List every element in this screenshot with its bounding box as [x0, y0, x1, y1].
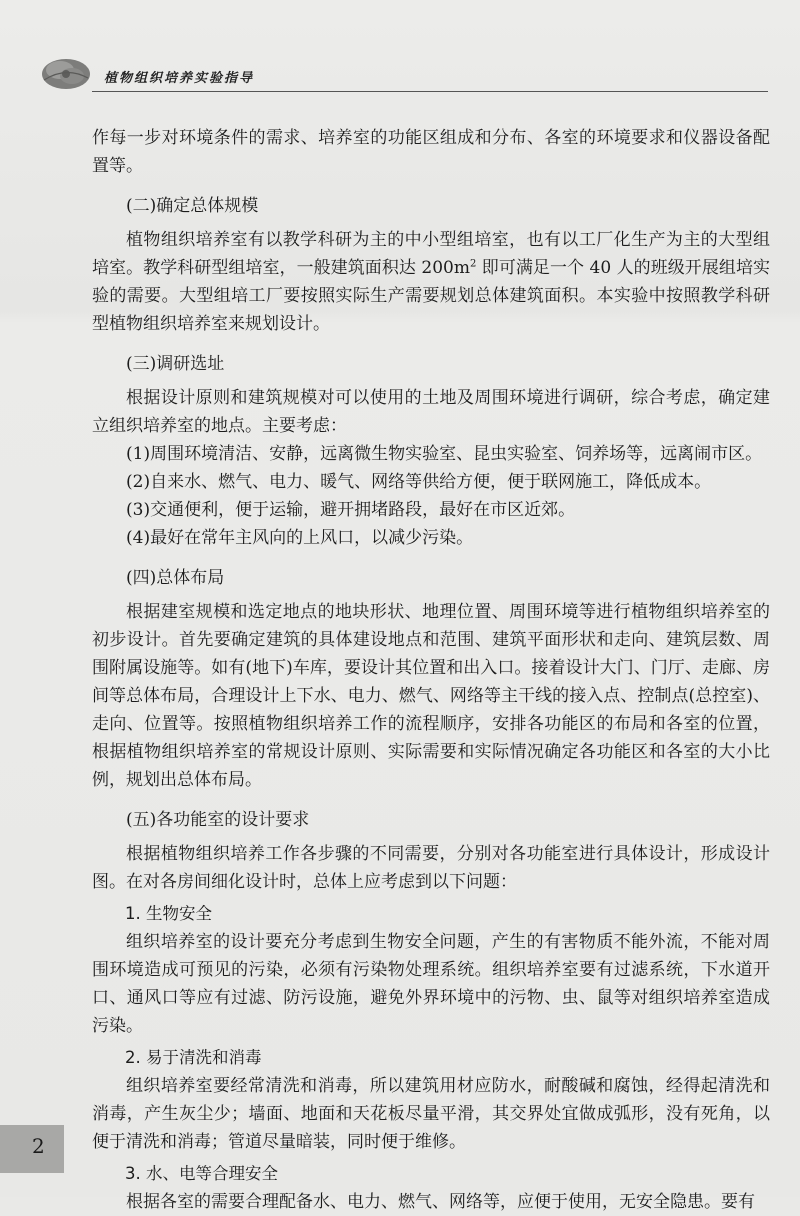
section-heading: (四)总体布局 — [126, 568, 225, 588]
section-heading: (五)各功能室的设计要求 — [126, 810, 310, 830]
list-item: (3)交通便利，便于运输，避开拥堵路段，最好在市区近郊。 — [126, 500, 576, 520]
paragraph: 组织培养室要经常清洗和消毒，所以建筑用材应防水，耐酸碱和腐蚀，经得起清洗和消毒，产生灰尘少；墙面、地面和天花板尽量平滑，其交界处宜做成弧形，没有死角，以便于清洗和消毒；管道尽量暗装，同时便于维修。 — [92, 1076, 770, 1152]
header-rule — [92, 91, 768, 92]
body-text — [92, 124, 770, 1216]
subsection-heading: 3. 水、电等合理安全 — [125, 1164, 278, 1183]
paragraph: 组织培养室的设计要充分考虑到生物安全问题，产生的有害物质不能外流，不能对周围环境造成可预见的污染，必须有污染物处理系统。组织培养室要有过滤系统，下水道开口、通风口等应有过滤、防污设施，避免外界环境中的污物、虫、鼠等对组织培养室造成污染。 — [92, 932, 770, 1036]
paragraph: 根据植物组织培养工作各步骤的不同需要，分别对各功能室进行具体设计，形成设计图。在对各房间细化设计时，总体上应考虑到以下问题： — [92, 844, 770, 892]
subsection-heading: 2. 易于清洗和消毒 — [125, 1048, 262, 1067]
superscript: 2 — [469, 258, 477, 270]
page-number: 2 — [32, 1134, 45, 1158]
section-heading: (二)确定总体规模 — [126, 196, 259, 216]
list-item: (1)周围环境清洁、安静，远离微生物实验室、昆虫实验室、饲养场等，远离闹市区。 — [126, 444, 763, 464]
list-item: (2)自来水、燃气、电力、暖气、网络等供给方便，便于联网施工，降低成本。 — [126, 472, 712, 492]
list-item: (4)最好在常年主风向的上风口，以减少污染。 — [126, 528, 474, 548]
paragraph: 根据各室的需要合理配备水、电力、燃气、网络等，应便于使用，无安全隐患。要有 — [126, 1192, 755, 1212]
running-title: 植物组织培养实验指导 — [104, 71, 255, 86]
paragraph-text: 植物组织培养室有以教学科研为主的中小型组培室，也有以工厂化生产为主的大型组培室。教学科研型组培室，一般建筑面积达 200m — [92, 230, 770, 278]
paragraph — [92, 226, 770, 338]
paragraph: 作每一步对环境条件的需求、培养室的功能区组成和分布、各室的环境要求和仪器设备配置等。 — [92, 128, 770, 176]
paragraph-text: 即可满足一个 40 人的班级开展组培实验的需要。大型组培工厂要按照实际生产需要规划总体建筑面积。本实验中按照教学科研型植物组织培养室来规划设计。 — [92, 258, 770, 334]
section-heading: (三)调研选址 — [126, 354, 225, 374]
paragraph: 根据设计原则和建筑规模对可以使用的土地及周围环境进行调研，综合考虑，确定建立组织培养室的地点。主要考虑： — [92, 388, 770, 436]
page-header — [0, 0, 800, 100]
plant-leaf-icon — [38, 52, 94, 92]
paragraph: 根据建室规模和选定地点的地块形状、地理位置、周围环境等进行植物组织培养室的初步设计。首先要确定建筑的具体建设地点和范围、建筑平面形状和走向、建筑层数、周围附属设施等。如有(地下)车库，要设计其位置和出入口。接着设计大门、门厅、走廊、房间等总体布局，合理设计上下水、电力、燃气、网络等主干线的接入点、控制点(总控室)、走向、位置等。按照植物组织培养工作的流程顺序，安排各功能区的布局和各室的位置，根据植物组织培养室的常规设计原则、实际需要和实际情况确定各功能区和各室的大小比例，规划出总体布局。 — [92, 602, 770, 790]
subsection-heading: 1. 生物安全 — [125, 904, 212, 923]
